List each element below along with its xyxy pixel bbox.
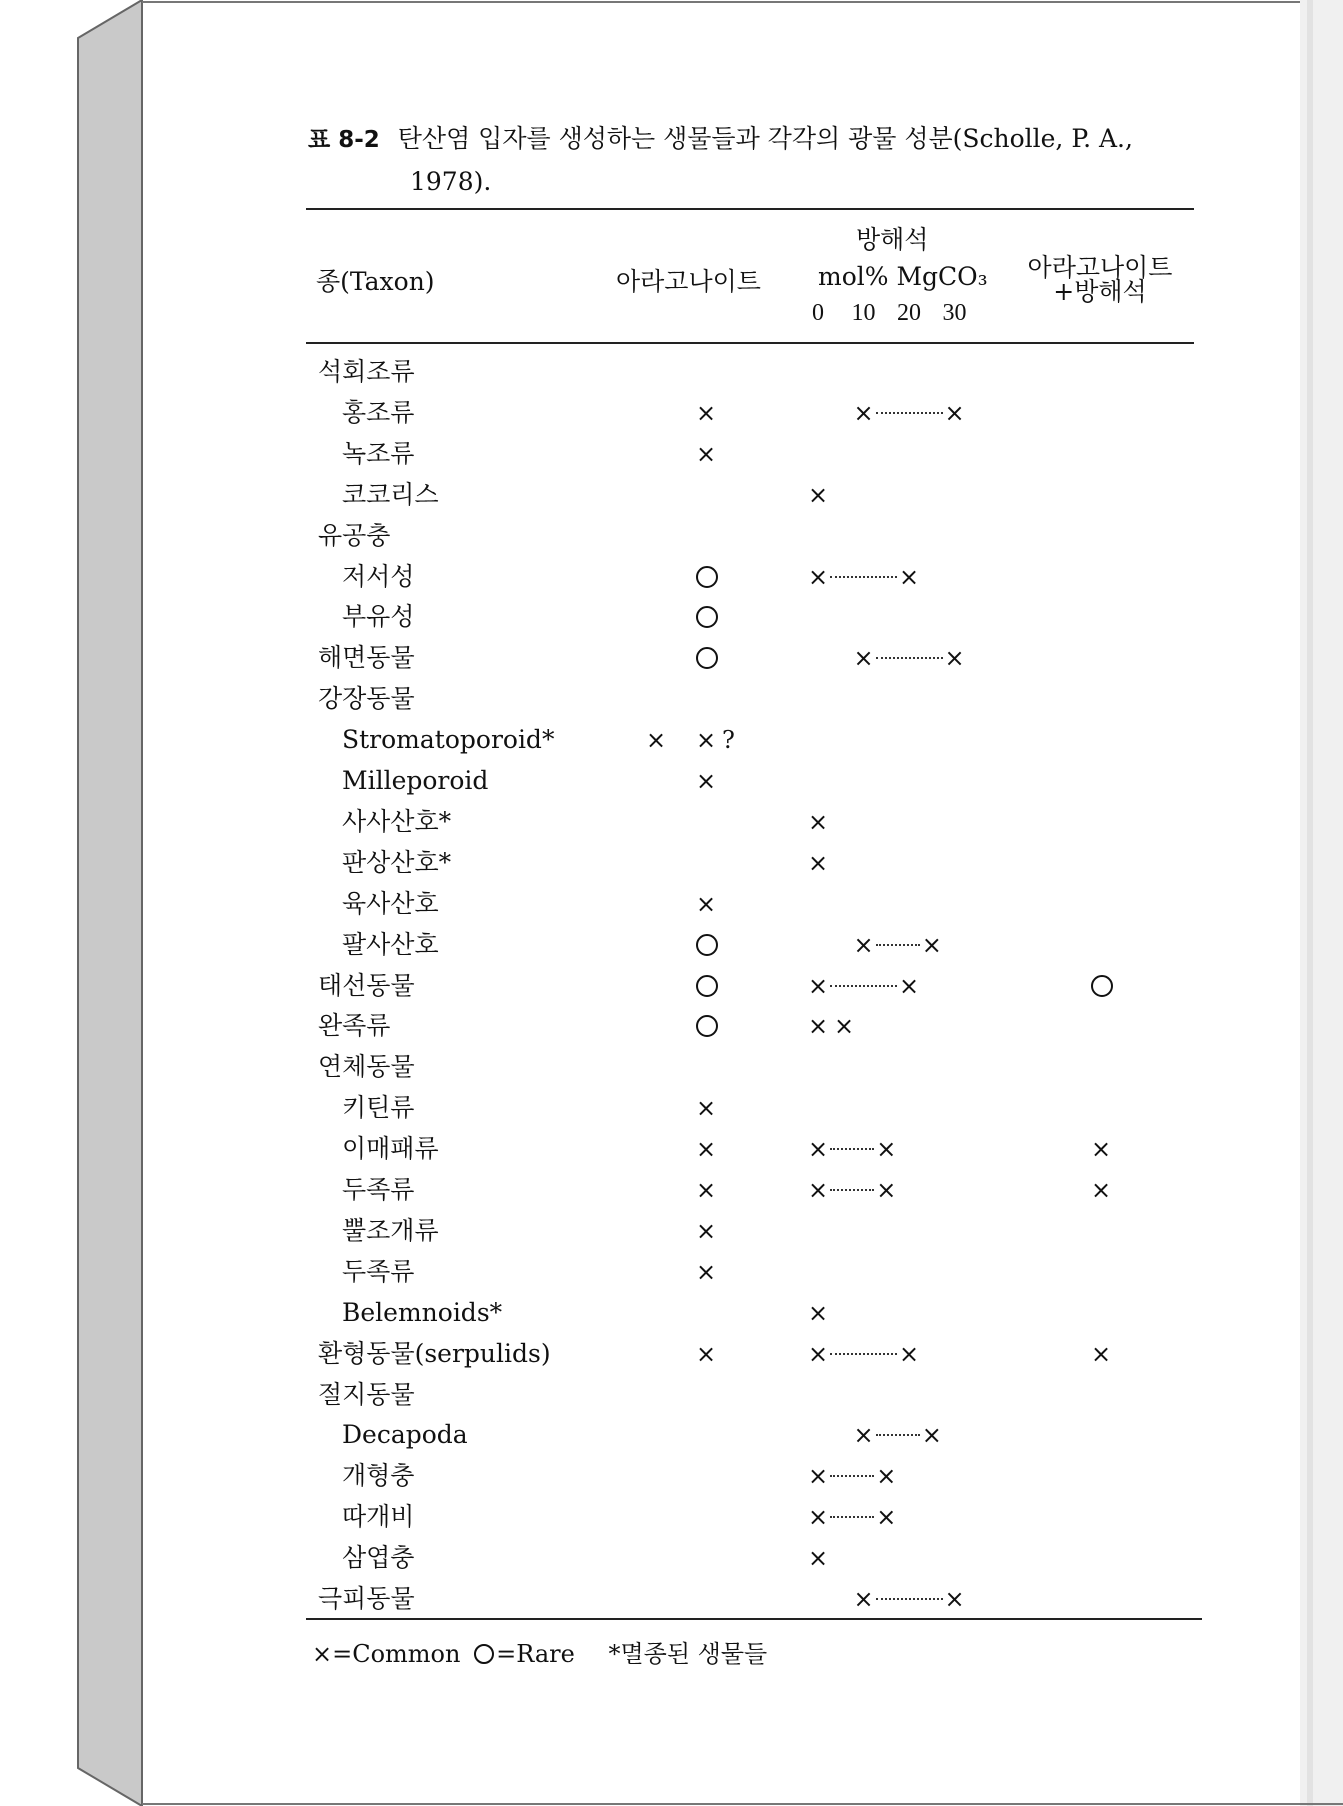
taxon-name: 키틴류 [342, 1093, 415, 1123]
table-row [0, 1211, 1343, 1251]
table-caption [308, 118, 1208, 203]
aragonite-common-cross-icon: × [695, 889, 717, 918]
both-rare-circle-icon [1091, 975, 1113, 997]
table-row [0, 352, 1343, 392]
calcite-cross-icon: × [853, 1421, 874, 1450]
table-row [0, 1129, 1343, 1169]
legend-rare-group [474, 1640, 581, 1668]
calcite-cross-icon: × [898, 971, 920, 1000]
table-row [0, 925, 1343, 965]
table-row [0, 434, 1343, 474]
table-row [0, 1375, 1343, 1415]
taxon-name: 절지동물 [318, 1379, 415, 1409]
calcite-cross-icon: × [807, 1503, 829, 1532]
calcite-range-line [830, 1189, 874, 1191]
calcite-range-line [830, 1353, 897, 1355]
table-row [0, 1170, 1343, 1210]
aragonite-common-cross-icon: × [695, 439, 717, 468]
taxon-name: 석회조류 [318, 357, 415, 386]
calcite-cross-icon: × [921, 930, 942, 959]
taxon-name: 환형동물(serpulids) [318, 1338, 551, 1368]
aragonite-rare-circle-icon [696, 647, 718, 669]
taxon-name: 녹조류 [342, 438, 415, 468]
legend-footer [312, 1634, 773, 1669]
table-row [0, 557, 1343, 597]
calcite-cross-icon: × [807, 1176, 829, 1204]
aragonite-common-cross-icon: × [695, 1339, 717, 1368]
calcite-range-line [830, 985, 897, 987]
aragonite-common-cross-icon: × [695, 726, 717, 755]
aragonite-common-cross-icon: × [695, 1176, 717, 1204]
table-row [0, 843, 1343, 883]
taxon-name: 두족류 [342, 1256, 415, 1286]
header-rule [306, 342, 1194, 344]
taxon-name: 태선동물 [318, 970, 415, 1000]
taxon-name: 판상산호* [342, 847, 452, 877]
aragonite-common-cross-icon: × [695, 398, 717, 427]
taxon-name: 뿔조개류 [342, 1215, 439, 1245]
table-number: 표 8-2 [308, 127, 380, 153]
legend-extinct: *멸종된 생물들 [608, 1640, 768, 1668]
table-row [0, 679, 1343, 719]
table-row [0, 1293, 1343, 1333]
calcite-cross-icon: × [944, 644, 965, 673]
table-row [0, 1334, 1343, 1374]
table-row [0, 1538, 1343, 1578]
table-row [0, 1088, 1343, 1128]
caption-year: 1978). [410, 167, 492, 196]
taxon-name: 삼엽충 [342, 1543, 415, 1573]
header-taxon: 종(Taxon) [316, 267, 435, 296]
calcite-cross-icon: × [876, 1462, 897, 1491]
scale-tick-label: 20 [897, 300, 921, 326]
taxon-name: 코코리스 [342, 479, 439, 509]
taxon-name: Milleporoid [342, 766, 489, 795]
calcite-cross-icon: × [898, 562, 920, 591]
calcite-cross-icon: × [807, 1012, 829, 1041]
calcite-cross-icon: × [807, 807, 829, 836]
taxon-name: 따개비 [342, 1502, 415, 1532]
aragonite-common-cross-icon: × [695, 1216, 717, 1245]
taxon-name: 저서성 [342, 561, 415, 591]
uncertain-note: ? [722, 726, 735, 755]
legend-rare: =Rare [496, 1640, 575, 1668]
calcite-range-line [830, 1475, 874, 1477]
calcite-range-line [830, 1516, 874, 1518]
table-row [0, 475, 1343, 515]
aragonite-common-cross-icon: × [695, 1135, 717, 1164]
calcite-cross-icon: × [944, 398, 965, 427]
calcite-cross-icon: × [876, 1503, 897, 1532]
calcite-cross-icon: × [921, 1421, 942, 1450]
calcite-cross-icon: × [807, 562, 829, 591]
calcite-cross-icon: × [807, 1544, 829, 1573]
calcite-cross-icon: × [807, 1135, 829, 1164]
aragonite-extra-cross-icon: × [645, 726, 667, 755]
caption-text: 탄산염 입자를 생성하는 생물들과 각각의 광물 성분(Scholle, P. A., [397, 124, 1133, 153]
legend-common: ×=Common [312, 1640, 461, 1668]
calcite-cross-icon: × [944, 1585, 965, 1613]
calcite-cross-icon: × [853, 644, 874, 673]
both-common-cross-icon: × [1090, 1176, 1112, 1204]
taxon-name: 해면동물 [318, 643, 415, 673]
table-row [0, 966, 1343, 1006]
calcite-cross-icon: × [807, 971, 829, 1000]
header-calcite-unit: mol% MgCO₃ [818, 262, 988, 291]
taxon-name: Decapoda [342, 1420, 468, 1450]
table-row [0, 1252, 1343, 1292]
taxon-name: 부유성 [342, 602, 415, 632]
aragonite-rare-circle-icon [696, 934, 718, 956]
calcite-cross-icon: × [833, 1012, 855, 1041]
calcite-range-line [830, 576, 897, 578]
scale-tick-label: 0 [812, 300, 824, 326]
calcite-cross-icon: × [807, 1462, 829, 1491]
calcite-cross-icon: × [807, 848, 829, 877]
scale-tick-label: 30 [942, 300, 967, 326]
table-row [0, 597, 1343, 637]
taxon-name: 개형충 [342, 1461, 415, 1491]
both-common-cross-icon: × [1090, 1339, 1112, 1368]
aragonite-common-cross-icon: × [695, 1257, 717, 1286]
header-both-line1: 아라고나이트 [1027, 253, 1173, 282]
table-row [0, 1415, 1343, 1455]
table-row [0, 516, 1343, 556]
taxon-name: 강장동물 [318, 684, 415, 714]
header-aragonite: 아라고나이트 [616, 267, 761, 296]
calcite-range-line [876, 944, 920, 946]
aragonite-rare-circle-icon [696, 975, 718, 997]
taxon-name: 홍조류 [342, 397, 415, 427]
aragonite-common-cross-icon: × [695, 1094, 717, 1123]
header-both-line2: +방해석 [1053, 277, 1147, 306]
calcite-cross-icon: × [807, 480, 829, 509]
taxon-name: 두족류 [342, 1175, 415, 1204]
bottom-rule [306, 1618, 1202, 1620]
taxon-name: 극피동물 [318, 1584, 415, 1613]
calcite-cross-icon: × [876, 1176, 897, 1204]
calcite-cross-icon: × [807, 1339, 829, 1368]
table-row [0, 802, 1343, 842]
aragonite-rare-circle-icon [696, 606, 718, 628]
scale-tick-label: 10 [851, 300, 876, 326]
calcite-range-line [830, 1148, 874, 1150]
both-common-cross-icon: × [1090, 1135, 1112, 1164]
table-row [0, 1497, 1343, 1537]
rare-circle-icon [474, 1644, 494, 1664]
top-rule [306, 208, 1194, 210]
header-calcite: 방해석 [856, 225, 929, 254]
table-row [0, 1456, 1343, 1496]
table-row [0, 1047, 1343, 1087]
calcite-cross-icon: × [853, 398, 874, 427]
table-row [0, 638, 1343, 678]
calcite-cross-icon: × [807, 1298, 829, 1327]
table-row [0, 1579, 1343, 1619]
calcite-cross-icon: × [853, 1585, 874, 1613]
calcite-range-line [876, 657, 943, 659]
table-row [0, 884, 1343, 924]
table-row [0, 761, 1343, 801]
taxon-name: 유공충 [318, 520, 391, 550]
taxon-name: Stromatoporoid* [342, 725, 555, 755]
calcite-range-line [876, 1434, 920, 1436]
calcite-range-line [876, 1598, 943, 1600]
taxon-name: 팔사산호 [342, 929, 439, 959]
table-row [0, 720, 1343, 760]
aragonite-common-cross-icon: × [695, 767, 717, 795]
calcite-range-line [876, 412, 943, 414]
calcite-cross-icon: × [876, 1135, 897, 1164]
taxon-name: 완족류 [318, 1011, 391, 1041]
taxon-name: Belemnoids* [342, 1297, 503, 1327]
taxon-name: 연체동물 [318, 1052, 415, 1082]
taxon-name: 이매패류 [342, 1134, 439, 1164]
calcite-cross-icon: × [898, 1339, 920, 1368]
taxon-name: 사사산호* [342, 806, 452, 836]
aragonite-rare-circle-icon [696, 1015, 718, 1037]
taxon-name: 육사산호 [342, 888, 439, 918]
table-row [0, 393, 1343, 433]
table-row [0, 1006, 1343, 1046]
calcite-cross-icon: × [853, 930, 874, 959]
aragonite-rare-circle-icon [696, 566, 718, 588]
